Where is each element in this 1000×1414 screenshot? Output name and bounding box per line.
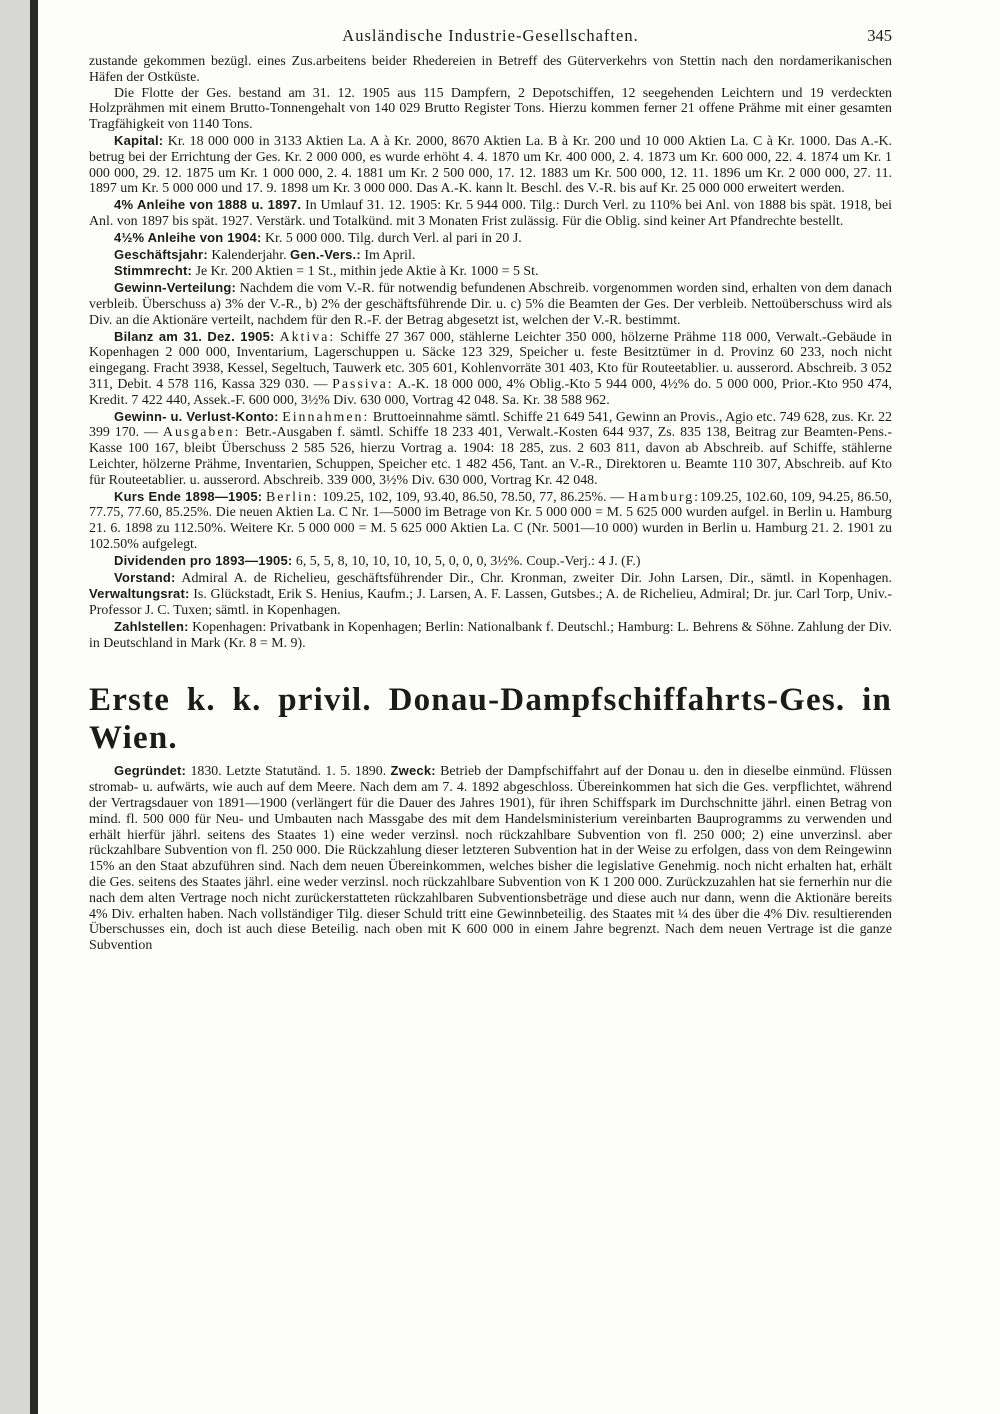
assets-label: Aktiva: (279, 329, 336, 345)
voting-right-label: Stimmrecht: (114, 263, 193, 279)
profit-loss-paragraph (89, 409, 892, 489)
purpose-label: Zweck: (390, 763, 436, 779)
capital-label: Kapital: (114, 132, 164, 148)
profit-distribution-paragraph (89, 280, 892, 328)
paying-agents-text: Kopenhagen: Privatbank in Kopenhagen; Berlin: Nationalbank f. Deutschl.; Hamburg: L. Behrens & Söhne. Zahlung der Div. in Deutschland in Mark (Kr. 8 = M. 9). (89, 619, 892, 651)
paying-agents-label: Zahlstellen: (114, 618, 189, 634)
assets-text: Schiffe 27 367 000, stählerne Leichter 350 000, hölzerne Prähme 118 000, Verwalt.-Gebäude in Kopenhagen 2 000 000, Inventarium, Lagerschuppen u. Säcke 123 329, Speicher u. feste Besitztümer in d. Provinz 60 233, noch nicht eingegang. Fracht 3938, Kessel, Segeltuch, Tauwerk etc. 305 601, Kohlenvorräte 301 403, Kto für Routeetablier. u. ausserord. Abschreib. 3 052 311, Debit. 4 578 116, Kassa 329 030. — (89, 329, 892, 392)
share-price-paragraph (89, 489, 892, 553)
founded-text: 1830. Letzte Statutänd. 1. 5. 1890. (190, 764, 387, 780)
loan-1888-label: 4% Anleihe von 1888 u. 1897. (114, 197, 302, 213)
share-price-label: Kurs Ende 1898—1905: (114, 488, 263, 504)
scan-edge (0, 0, 30, 1414)
purpose-text: Betrieb der Dampfschiffahrt auf der Donau u. den in dieselbe einmünd. Flüssen stromab- u. aufwärts, wie auch auf dem Meere. Nach dem am 7. 4. 1892 abgeschloss. Übereinkommen hat sich die Ges. verpflichtet, während der Vertragsdauer von 1891—1900 (verlängert für die Dauer des Jahres 1901), für ihren Schiffspark im Durchschnitte jährl. einen Betrag von mind. fl. 500 000 für Neu- und Umbauten nach Massgabe des mit dem Handelsministerium vereinbarten Bauprogramms zu verwenden und erhält hierfür jährl. seitens des Staates 1) eine weder verzinsl. noch rückzahlbare Subvention von fl. 250 000; 2) eine unverzinsl. aber rückzahlbare Subvention von fl. 250 000. Die Rückzahlung dieser letzteren Subvention hat in der Weise zu erfolgen, dass von dem Reingewinn 15% an den Staat abzuführen sind. Nach dem neuen Übereinkommen, welches bisher die legislative Genehmig. noch nicht erhalten hat, erhält die Ges. seitens des Staates jährl. eine weder verzinsl. noch rückzahlbare Subvention von K 1 200 000. Zurückzuzahlen hat sie fernerhin nur die nach dem alten Vertrage noch nicht zurückerstatteten rückzahlbaren Subventionsbeträge und diese auch nur dann, wenn die Aktionäre bereits 4% Div. erhalten haben. Nach vollständiger Tilg. dieser Schuld tritt eine Gewinnbeteilig. des Staates mit ¼ des über die 4% Div. resultierenden Überschusses ein, doch ist auch diese Beteilig. nach oben mit K 600 000 in einem Jahre begrenzt. Nach dem neuen Vertrage ist die ganze Subvention (89, 764, 892, 954)
fiscal-year-label: Geschäftsjahr: (114, 246, 208, 262)
income-text: Bruttoeinnahme sämtl. Schiffe 21 649 541, Gewinn an Provis., Agio etc. 749 628, zus. Kr. 22 399 170. — (89, 409, 892, 441)
general-meeting-text: Im April. (364, 247, 416, 263)
fleet-paragraph: Die Flotte der Ges. bestand am 31. 12. 1905 aus 115 Dampfern, 2 Depotschiffen, 12 seegehenden Leichtern und 19 verdeckten Holzprähmen mit einem Brutto-Tonnengehalt von 140 029 Brutto Register Tons. Hierzu kommen ferner 21 offene Prähme mit einer gesamten Tragfähigkeit von 1140 Tons. (89, 85, 892, 133)
board-label: Vorstand: (114, 569, 176, 585)
dividends-paragraph (89, 553, 892, 570)
loan-1904-text: Kr. 5 000 000. Tilg. durch Verl. al pari in 20 J. (265, 230, 522, 246)
dividends-label: Dividenden pro 1893—1905: (114, 552, 293, 568)
founded-label: Gegründet: (114, 763, 187, 779)
loan-1904-label: 4½% Anleihe von 1904: (114, 229, 262, 245)
page (89, 26, 892, 954)
loan-1888-paragraph (89, 197, 892, 230)
profit-loss-label: Gewinn- u. Verlust-Konto: (114, 408, 279, 424)
section-company-2 (89, 763, 892, 954)
paying-agents-paragraph (89, 619, 892, 652)
capital-text: Kr. 18 000 000 in 3133 Aktien La. A à Kr. 2000, 8670 Aktien La. B à Kr. 200 und 10 000 Aktien La. C à Kr. 1000. Das A.-K. betrug bei der Errichtung der Ges. Kr. 2 000 000, es wurde erhöht 4. 4. 1870 um Kr. 400 000, 2. 4. 1873 um Kr. 600 000, 22. 4. 1874 um Kr. 1 000 000, 29. 12. 1875 um Kr. 1 000 000, 2. 4. 1881 um Kr. 2 500 000, 17. 12. 1883 um Kr. 500 000, 12. 11. 1896 um Kr. 2 000 000, 27. 11. 1897 um Kr. 5 000 000 und 17. 9. 1898 um Kr. 3 000 000. Das A.-K. kann lt. Beschl. des V.-R. bis auf Kr. 25 000 000 erweitert werden. (89, 133, 892, 197)
berlin-label: Berlin: (266, 489, 319, 505)
board-paragraph (89, 570, 892, 619)
profit-distribution-label: Gewinn-Verteilung: (114, 280, 237, 296)
loan-1904-paragraph (89, 230, 892, 247)
founding-paragraph (89, 763, 892, 954)
hamburg-prices: 109.25, 102.60, 109, 94.25, 86.50, 77.75, 77.60, 85.25%. Die neuen Aktien La. C Nr. 1—5000 im Betrage von Kr. 5 000 000 = M. 5 625 000 wurden aufgel. in Berlin u. Hamburg 21. 6. 1898 zu 112.50%. Weitere Kr. 5 000 000 = M. 5 625 000 Aktien La. C (Nr. 5001—10 000) wurden in Berlin u. Hamburg 21. 2. 1901 zu 102.50% aufgelegt. (89, 489, 892, 552)
running-header (89, 26, 892, 54)
fiscal-year-text: Kalenderjahr. (211, 247, 287, 263)
fiscal-year-paragraph (89, 247, 892, 264)
liabilities-text: A.-K. 18 000 000, 4% Oblig.-Kto 5 944 000, 4½% do. 5 000 000, Prior.-Kto 950 474, Kredit. 7 422 440, Assek.-F. 600 000, 3½% Div. 630 000, Vortrag 42 048. Sa. Kr. 38 588 962. (89, 376, 892, 408)
section-company-1 (89, 54, 892, 651)
general-meeting-label: Gen.-Vers.: (290, 246, 361, 262)
binding-rule (30, 0, 38, 1414)
voting-right-text: Je Kr. 200 Aktien = 1 St., mithin jede Aktie à Kr. 1000 = 5 St. (195, 264, 539, 280)
income-label: Einnahmen: (282, 409, 370, 425)
intro-paragraph: zustande gekommen bezügl. eines Zus.arbeitens beider Rhedereien in Betreff des Güterverkehrs von Stettin nach den nordamerikanischen Häfen der Ostküste. (89, 54, 892, 85)
balance-paragraph (89, 329, 892, 409)
voting-right-paragraph (89, 263, 892, 280)
capital-paragraph (89, 133, 892, 197)
balance-label: Bilanz am 31. Dez. 1905: (114, 328, 275, 344)
expenses-label: Ausgaben: (162, 425, 241, 441)
board-text: Admiral A. de Richelieu, geschäftsführender Dir., Chr. Kronman, zweiter Dir. John Larsen, Dir., sämtl. in Kopenhagen. (181, 570, 892, 586)
liabilities-label: Passiva: (332, 376, 394, 392)
running-title: Ausländische Industrie-Gesellschaften. (342, 26, 639, 45)
company-title: Erste k. k. privil. Donau-Dampfschiffahrts-Ges. in Wien. (89, 682, 892, 757)
expenses-text: Betr.-Ausgaben f. sämtl. Schiffe 18 233 401, Verwalt.-Kosten 644 937, Zs. 835 138, Beitrag zur Beamten-Pens.-Kasse 100 167, bleibt Überschuss 2 585 526, hierzu Vortrag a. 1904: 18 285, zus. 2 603 811, davon ab Abschreib. auf Schiffe, stählerne Leichter, hölzerne Prähme, Inventarien, Schuppen, Speicher etc. 1 482 456, Tant. an V.-R., Direktoren u. Beamte 110 307, Abschreib. auf Kto für Routeetablier. u. ausserord. Abschreib. 339 000, 3½% Div. 630 000, Vortrag Kr. 42 048. (89, 425, 893, 488)
profit-distribution-text: Nachdem die vom V.-R. für notwendig befundenen Abschreib. vorgenommen worden sind, erhalten von dem danach verbleib. Überschuss a) 3% der V.-R., b) 2% der geschäftsführende Dir. u. c) 5% die Beamten der Ges. Der verbleib. Nettoüberschuss wird als Div. an die Aktionäre verteilt, nachdem für den R.-F. der Betrag abgesetzt ist, welchen der V.-R. bestimmt. (89, 281, 892, 328)
page-number: 345 (867, 26, 892, 45)
hamburg-label: Hamburg: (627, 489, 700, 505)
supervisory-board-text: Is. Glückstadt, Erik S. Henius, Kaufm.; J. Larsen, A. F. Lassen, Gutsbes.; A. de Richelieu, Admiral; Dr. jur. Carl Torp, Univ.-Professor J. C. Tuxen; sämtl. in Kopenhagen. (89, 587, 892, 619)
loan-1888-text: In Umlauf 31. 12. 1905: Kr. 5 944 000. Tilg.: Durch Verl. zu 110% bei Anl. von 1888 bis spät. 1918, bei Anl. von 1897 bis spät. 1927. Verstärk. und Totalkünd. mit 3 Monaten Frist zulässig. Für die Oblig. sind keiner Art Pfandrechte bestellt. (89, 198, 892, 229)
berlin-prices: 109.25, 102, 109, 93.40, 86.50, 78.50, 77, 86.25%. — (322, 489, 625, 505)
dividends-text: 6, 5, 5, 8, 10, 10, 10, 10, 5, 0, 0, 0, 3½%. Coup.-Verj.: 4 J. (F.) (295, 553, 641, 569)
supervisory-board-label: Verwaltungsrat: (89, 586, 190, 602)
